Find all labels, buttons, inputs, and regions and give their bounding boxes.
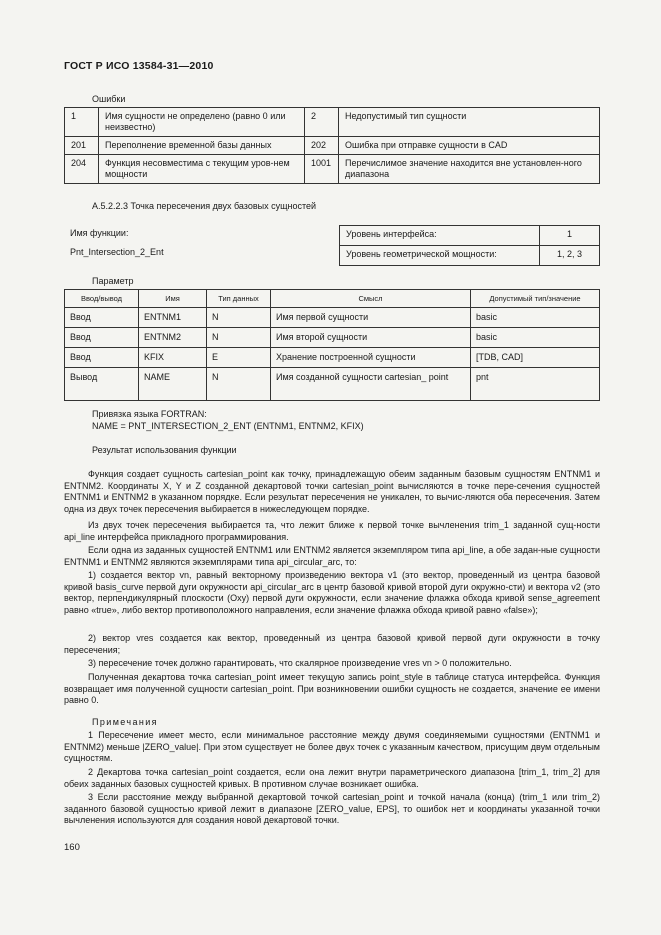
error-code: 204 [65,155,99,184]
table-cell: Вывод [65,368,139,401]
body-paragraph: Полученная декартова точка cartesian_point имеет текущую запись point_style в таблице статуса интерфейса. Функция возвращает имя полученной сущности cartesian_point. При возникновении ошибки сущность не создается, значение ее имени равно 0. [64,672,600,705]
notes-title: Примечания [92,717,158,727]
table-row [65,155,600,184]
table-row [340,246,600,266]
table-header-row [65,290,600,308]
error-code: 2 [305,108,339,137]
table-cell: N [207,328,271,348]
table-cell: Имя второй сущности [271,328,471,348]
table-cell: Имя первой сущности [271,308,471,328]
table-cell: Ввод [65,328,139,348]
function-name-label: Имя функции: [70,228,129,238]
table-row [65,108,600,137]
column-header: Смысл [271,290,471,308]
section-title: А.5.2.2.3 Точка пересечения двух базовых сущностей [92,201,317,211]
error-code: 1 [65,108,99,137]
column-header: Допустимый тип/значение [471,290,600,308]
table-row [340,226,600,246]
page-number: 160 [64,842,80,853]
table-cell: ENTNM2 [139,328,207,348]
table-cell: Имя созданной сущности cartesian_ point [271,368,471,401]
errors-table [64,107,600,184]
table-row [65,308,600,328]
table-cell: [TDB, CAD] [471,348,600,368]
geometry-level-label: Уровень геометрической мощности: [340,246,540,266]
table-cell: basic [471,308,600,328]
errors-caption: Ошибки [92,94,126,104]
function-name-value: Pnt_Intersection_2_Ent [70,247,164,257]
body-paragraph: Если одна из заданных сущностей ENTNM1 или ENTNM2 является экземпляром типа api_line, а обе задан-ные сущности ENTNM1 и ENTNM2 являются экземплярами типа api_circular_arc, то: [64,545,600,567]
body-paragraph: Функция создает сущность cartesian_point как точку, принадлежащую обеим заданным базовым сущностям ENTNM1 и ENTNM2. Координаты X, Y и Z созданной декартовой точки cartesian_point вычисляются в точке пере-сечения сущностей ENTNM1 и ENTNM2 в указанном порядке. Если результат пересечения не уникален, то вычис-ляются оба пересечения. Затем одна из двух точек пересечения выбирается в нижеследующем порядке. [64,469,600,514]
parameters-table [64,289,600,401]
geometry-level-value: 1, 2, 3 [540,246,600,266]
params-caption: Параметр [92,276,134,286]
error-code: 202 [305,137,339,155]
note-item: 1 Пересечение имеет место, если минимальное расстояние между двумя соединяемыми сущностями (ENTNM1 и ENTNM2) меньше |ZERO_value|. При этом существует не более двух точек с указанным качеством, присущим двум отдельным сущностям. [64,730,600,763]
table-cell: N [207,368,271,401]
table-cell: basic [471,328,600,348]
interface-level-value: 1 [540,226,600,246]
interface-level-label: Уровень интерфейса: [340,226,540,246]
error-description: Перечислимое значение находится вне установлен-ного диапазона [339,155,600,184]
note-item: 3 Если расстояние между выбранной декартовой точкой cartesian_point и точкой начала (конца) (trim_1 или trim_2) заданного базовой сущностью кривой лежит в диапазоне [ZERO_value, EPS], то ошибок нет и координаты указанной точки вычленения используются для создания новой декартовой точки. [64,792,600,825]
table-cell: ENTNM1 [139,308,207,328]
result-heading: Результат использования функции [92,445,237,455]
table-cell: Ввод [65,348,139,368]
table-cell: NAME [139,368,207,401]
table-cell: KFIX [139,348,207,368]
table-row [65,368,600,401]
table-cell: Хранение построенной сущности [271,348,471,368]
table-row [65,348,600,368]
table-cell: pnt [471,368,600,401]
note-item: 2 Декартова точка cartesian_point создается, если она лежит внутри параметрического диапазона [trim_1, trim_2] для обеих заданных базовых сущностей кривых. В противном случае возникает ошибка. [64,767,600,789]
page-header: ГОСТ Р ИСО 13584-31—2010 [64,60,214,72]
table-row [65,137,600,155]
fortran-code: NAME = PNT_INTERSECTION_2_ENT (ENTNM1, ENTNM2, KFIX) [92,421,364,431]
error-description: Функция несовместима с текущим уров-нем мощности [99,155,305,184]
error-description: Недопустимый тип сущности [339,108,600,137]
function-levels-table [339,225,600,266]
body-paragraph: 1) создается вектор vn, равный векторному произведению вектора v1 (это вектор, проведенный из центра базовой кривой basis_curve первой дуги окружности api_circular_arc в центр базовой кривой второй дуги окружно-сти) и вектора v2 (это вектор, перпендикулярный плоскости (Oxy) первой дуги окружности, если значение флажка обхода кривой sense_agreement равно «true», либо вектор противоположного направления, если значение флажка обхода кривой равно «false»); [64,570,600,615]
column-header: Ввод/вывод [65,290,139,308]
error-description: Ошибка при отправке сущности в CAD [339,137,600,155]
table-cell: E [207,348,271,368]
table-cell: Ввод [65,308,139,328]
function-name-block [64,225,330,263]
error-code: 201 [65,137,99,155]
error-description: Переполнение временной базы данных [99,137,305,155]
error-description: Имя сущности не определено (равно 0 или неизвестно) [99,108,305,137]
column-header: Имя [139,290,207,308]
body-paragraph: Из двух точек пересечения выбирается та, что лежит ближе к первой точке вычленения trim_1 заданной сущ-ности api_line интерфейса прикладного программирования. [64,520,600,542]
table-cell: N [207,308,271,328]
error-code: 1001 [305,155,339,184]
fortran-label: Привязка языка FORTRAN: [92,409,207,419]
table-row [65,328,600,348]
body-paragraph: 2) вектор vres создается как вектор, проведенный из центра базовой кривой первой дуги окружности в точку пересечения; [64,633,600,655]
body-paragraph: 3) пересечение точек должно гарантировать, что скалярное произведение vres vn > 0 положительно. [88,658,512,668]
column-header: Тип данных [207,290,271,308]
